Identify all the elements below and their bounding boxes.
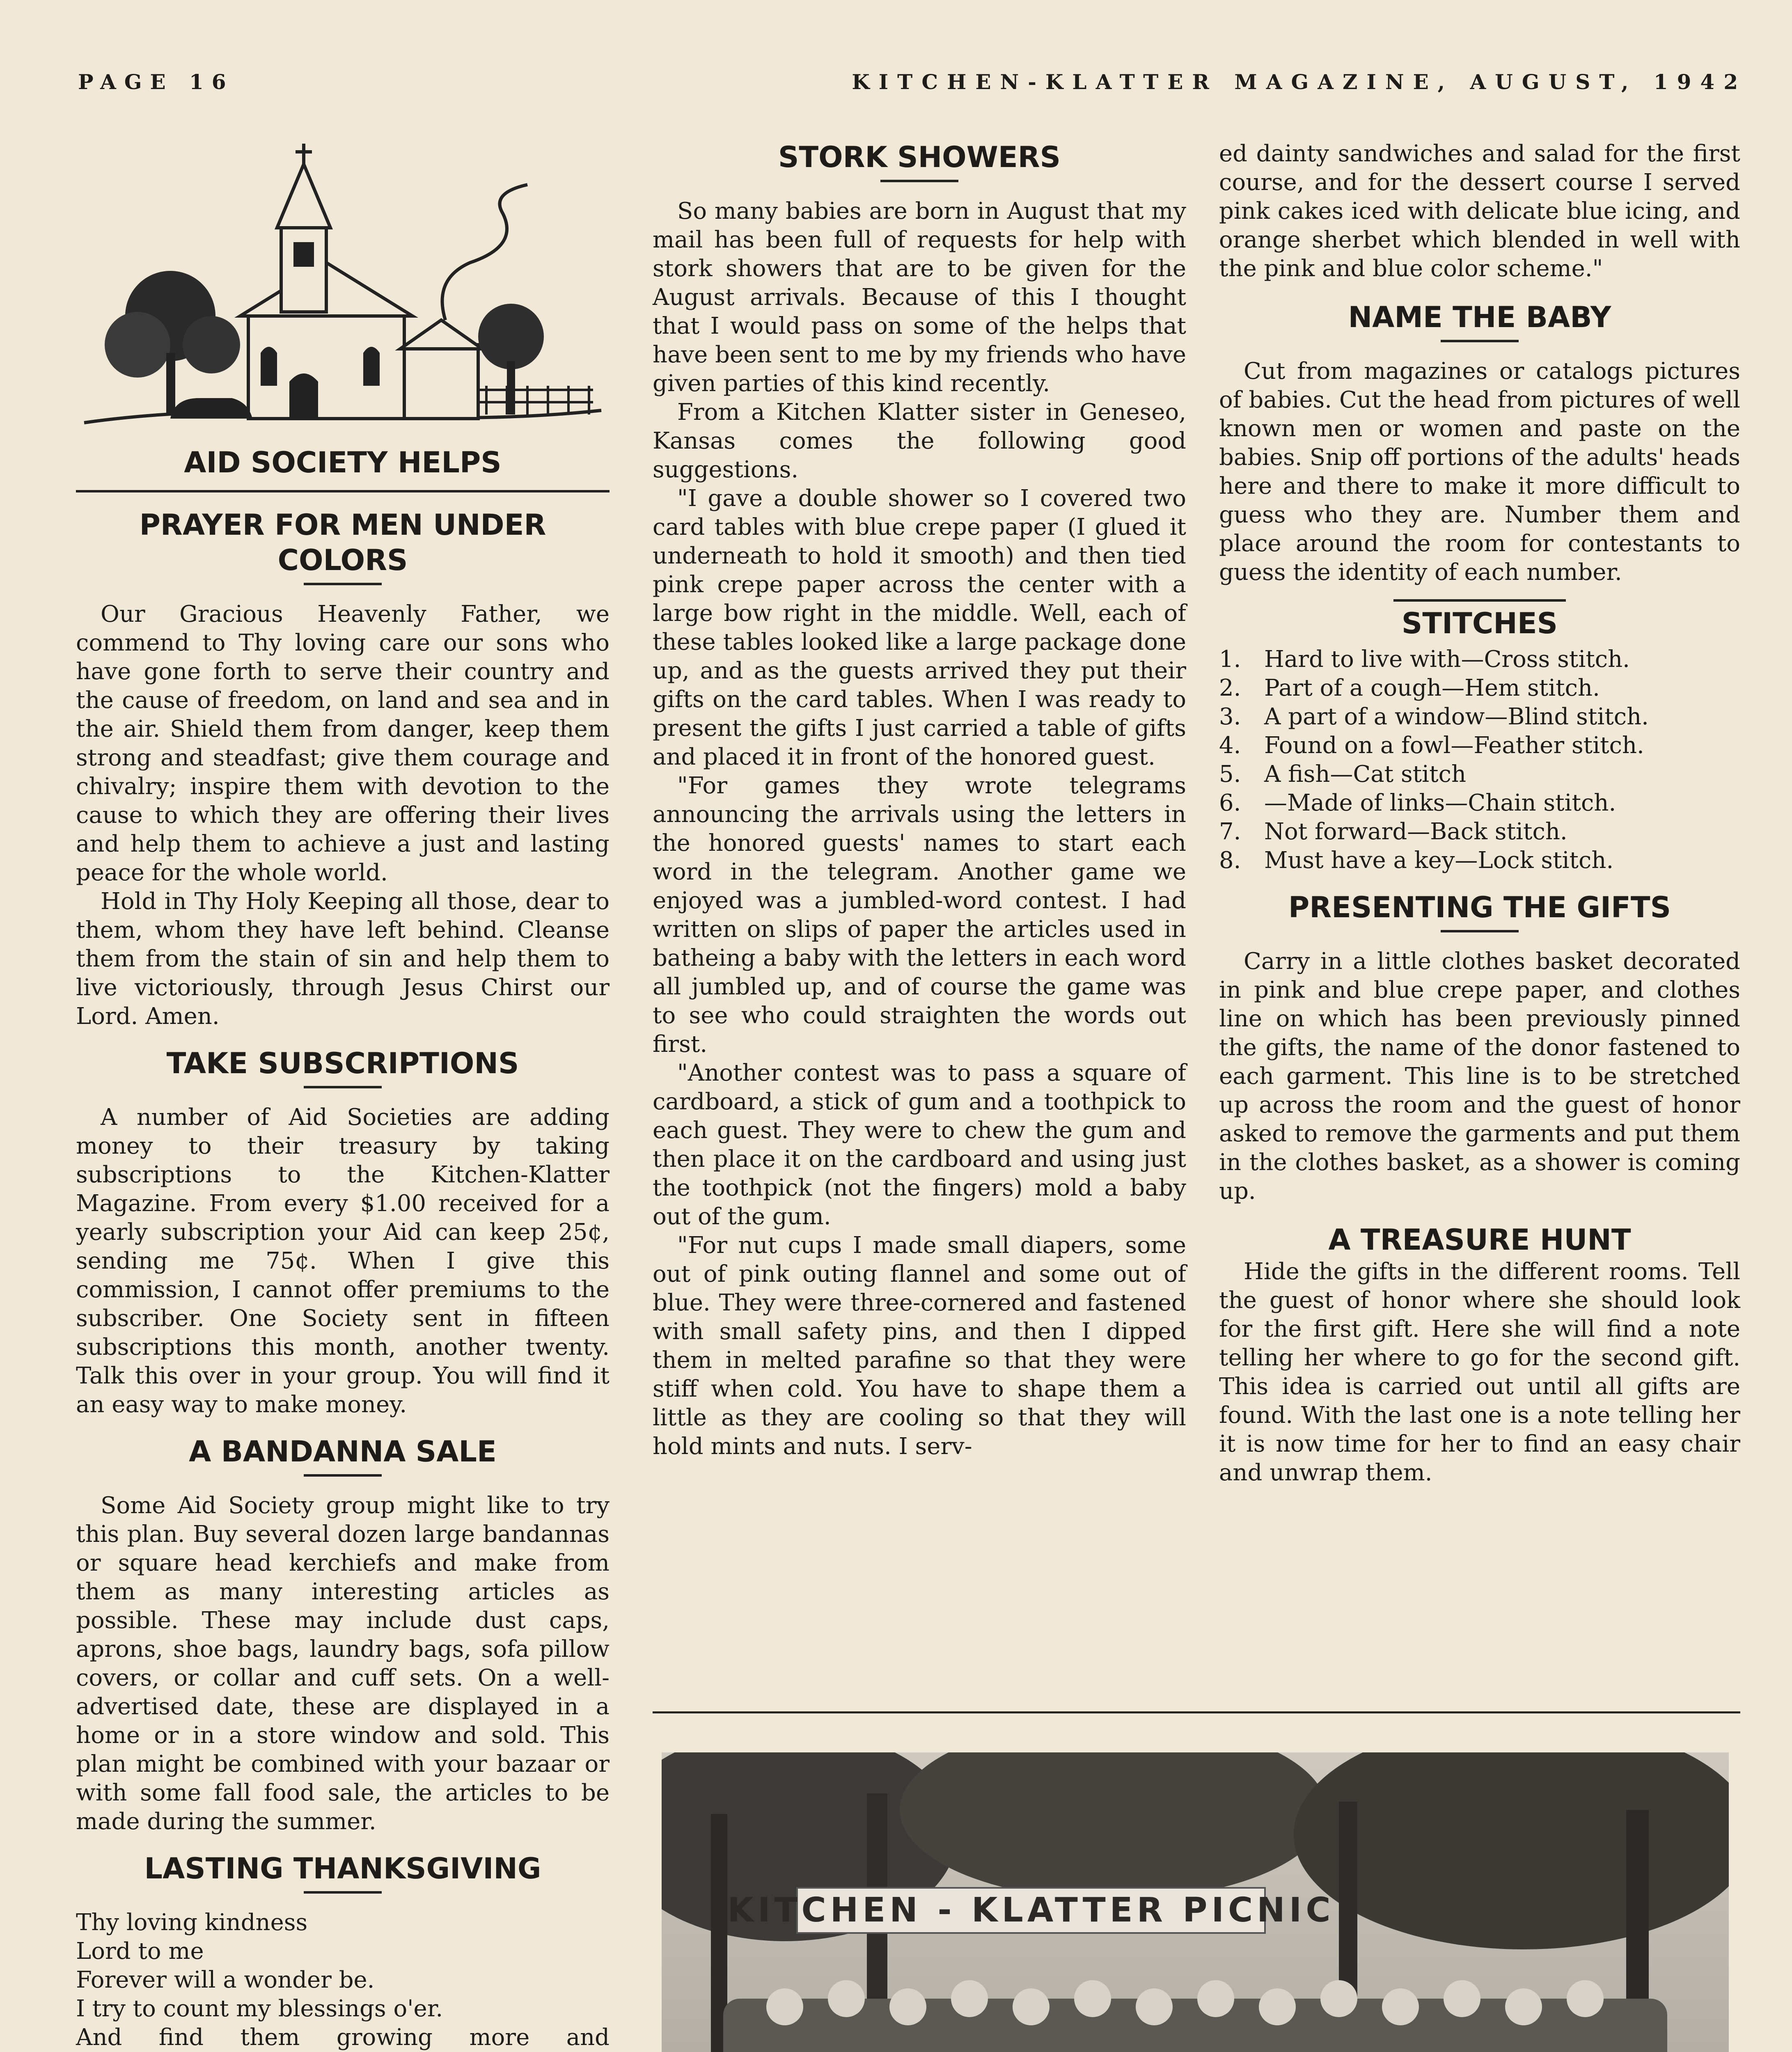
thanksgiving-heading: LASTING THANKSGIVING	[144, 1852, 541, 1885]
bandanna-paragraph: Some Aid Society group might like to try this plan. Buy several dozen large bandannas or square head kerchiefs and make from them as many interesting articles as possible. These may include dust caps, aprons, shoe bags, laundry bags, sofa pillow covers, or collar and cuff sets. On a well-advertised date, these are displayed in a home or in a store window and sold. This plan might be combined with your bazaar or with some fall food sale, the articles to be made during the summer.	[76, 1492, 610, 1835]
name-baby-heading: NAME THE BABY	[1348, 300, 1611, 334]
stork-paragraph: "Another contest was to pass a square of cardboard, a stick of gum and a toothpick to each guest. They were to chew the gum and then place it on the cardboard and using just the toothpick (not the fingers) mold a baby out of the gum.	[653, 1060, 1186, 1230]
column-middle	[653, 140, 1186, 1461]
picnic-photo-drawing	[662, 1752, 1729, 2052]
list-item: 4. Found on a fowl—Feather stitch.	[1219, 732, 1644, 759]
list-item: 3. A part of a window—Blind stitch.	[1219, 703, 1649, 730]
picnic-photo	[662, 1752, 1729, 2052]
poem-line: I try to count my blessings o'er.	[76, 1995, 443, 2022]
banner-text: KITCHEN - KLATTER PICNIC	[727, 1891, 1335, 1930]
stork-paragraph: "I gave a double shower so I covered two card tables with blue crepe paper (I glued it underneath to hold it smooth) and then tied pink crepe paper across the center with a large bow right in the middle. Well, each of these tables looked like a large package done up, and as the guests arrived they put their gifts on the card tables. When I was ready to present the gifts I just carried a table of gifts and placed it in front of the honored guest.	[653, 485, 1186, 770]
list-item: 1. Hard to live with—Cross stitch.	[1219, 646, 1630, 673]
stork-paragraph: "For games they wrote telegrams announcing the arrivals using the letters in the honored guests' names to start each word in the telegram. Another game we enjoyed was a jumbled-word contest. I had written on slips of paper the articles used in batheing a baby with the letters in each word all jumbled up, and of course the game was to see who could straighten the words out first.	[653, 772, 1186, 1058]
stork-paragraph: From a Kitchen Klatter sister in Geneseo, Kansas comes the following good suggestions.	[653, 399, 1186, 483]
presenting-paragraph: Carry in a little clothes basket decorated in pink and blue crepe paper, and clothes line on which has been previously pinned the gifts, the name of the donor fastened to each garment. This line is to be stretched up across the room and the guest of honor asked to remove the garments and put them in the clothes basket, as a shower is coming up.	[1219, 948, 1740, 1205]
subscriptions-heading: TAKE SUBSCRIPTIONS	[166, 1047, 519, 1080]
divider	[1393, 599, 1566, 602]
stork-paragraph: So many babies are born in August that my mail has been full of requests for help with stork showers that are to be given for the August arrivals. Because of this I thought that I would pass on some of the helps that have been sent to me by my friends who have given parties of this kind recently.	[653, 198, 1186, 397]
divider	[1441, 340, 1519, 342]
column-left	[76, 140, 610, 2052]
page-header	[78, 70, 1747, 103]
prayer-paragraph: Our Gracious Heavenly Father, we commend to Thy loving care our sons who have gone forth to serve their country and the cause of freedom, on land and sea and in the air. Shield them from danger, keep them strong and steadfast; give them courage and chivalry; inspire them with devotion to the cause to which they are offering their lives and help them to achieve a just and lasting peace for the whole world.	[76, 601, 610, 886]
section-title: AID SOCIETY HELPS	[184, 446, 502, 479]
list-item: 2. Part of a cough—Hem stitch.	[1219, 675, 1600, 701]
list-item: 5. A fish—Cat stitch	[1219, 761, 1467, 788]
stork-heading: STORK SHOWERS	[778, 140, 1061, 174]
divider	[1441, 930, 1519, 932]
stitches-list	[1219, 645, 1740, 875]
prayer-heading: PRAYER FOR MEN UNDER COLORS	[139, 508, 546, 577]
poem-line: Lord to me	[76, 1938, 204, 1965]
photo-top-rule	[653, 1711, 1740, 1713]
divider	[304, 1086, 382, 1088]
poem-line: Thy loving kindness	[76, 1909, 308, 1936]
presenting-heading: PRESENTING THE GIFTS	[1288, 891, 1671, 924]
column-right	[1219, 140, 1740, 1487]
divider	[880, 180, 958, 182]
page-number: PAGE 16	[78, 70, 234, 94]
thanksgiving-poem	[76, 1908, 610, 2052]
divider	[304, 1474, 382, 1477]
church-illustration	[76, 140, 610, 435]
name-baby-paragraph: Cut from magazines or catalogs pictures of babies. Cut the head from pictures of well known men or women and paste on the babies. Snip off portions of the adults' heads here and there to make it more difficult to guess who they are. Number them and place around the room for contestants to guess the identity of each number.	[1219, 358, 1740, 586]
poem-line: Forever will a wonder be.	[76, 1967, 375, 1993]
subscriptions-paragraph: A number of Aid Societies are adding money to their treasury by taking subscriptions to the Kitchen-Klatter Magazine. From every $1.00 received for a yearly subscription your Aid can keep 25¢, sending me 75¢. When I give this commission, I cannot offer premiums to the subscriber. One Society sent in fifteen subscriptions this month, another twenty. Talk this over in your group. You will find it an easy way to make money.	[76, 1104, 610, 1418]
continuation-paragraph: ed dainty sandwiches and salad for the first course, and for the dessert course I served pink cakes iced with delicate blue icing, and orange sherbet which blended in well with the pink and blue color scheme."	[1219, 140, 1740, 282]
treasure-heading: A TREASURE HUNT	[1328, 1223, 1631, 1257]
list-item: 8. Must have a key—Lock stitch.	[1219, 847, 1614, 874]
divider	[304, 583, 382, 585]
divider	[76, 490, 610, 492]
stork-paragraph: "For nut cups I made small diapers, some out of pink outing flannel and some out of blue. They were three-cornered and fastened with small safety pins, and then I dipped them in melted parafine so that they were stiff when cold. You have to shape them a little as they are cooling so that they will hold mints and nuts. I serv-	[653, 1232, 1186, 1460]
list-item: 7. Not forward—Back stitch.	[1219, 818, 1567, 845]
bandanna-heading: A BANDANNA SALE	[189, 1435, 497, 1468]
divider	[304, 1891, 382, 1894]
stitches-heading: STITCHES	[1401, 607, 1558, 640]
prayer-paragraph: Hold in Thy Holy Keeping all those, dear to them, whom they have left behind. Cleanse them from the stain of sin and help them to live victoriously, through Jesus Chirst our Lord. Amen.	[76, 888, 610, 1030]
masthead: KITCHEN-KLATTER MAGAZINE, AUGUST, 1942	[852, 70, 1747, 94]
list-item: 6. —Made of links—Chain stitch.	[1219, 790, 1616, 816]
poem-line: And find them growing more and	[76, 2024, 610, 2051]
treasure-paragraph: Hide the gifts in the different rooms. Tell the guest of honor where she should look for the first gift. Here she will find a note telling her where to go for the second gift. This idea is carried out until all gifts are found. With the last one is a note telling her it is now time for her to find an easy chair and unwrap them.	[1219, 1258, 1740, 1486]
